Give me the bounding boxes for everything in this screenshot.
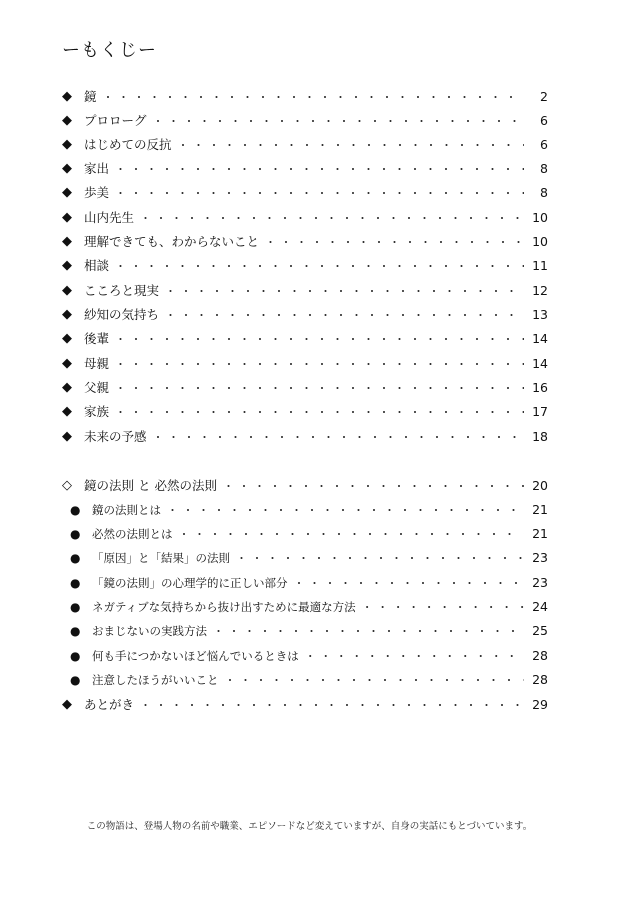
- entry-title: はじめての反抗: [84, 137, 172, 152]
- page-number: 25: [532, 623, 548, 638]
- toc-subentry[interactable]: [70, 645, 548, 667]
- dot-leader: [140, 207, 524, 230]
- dot-leader: [362, 596, 524, 619]
- page-number: 10: [532, 210, 548, 225]
- dot-leader: [103, 86, 524, 109]
- toc-entry[interactable]: [62, 158, 548, 180]
- toc-subentry[interactable]: [70, 669, 548, 691]
- entry-title: ネガティブな気持ちから抜け出すために最適な方法: [92, 600, 356, 614]
- entry-title: 注意したほうがいいこと: [92, 673, 219, 687]
- toc-entry[interactable]: [62, 110, 548, 132]
- bullet-icon: ●: [70, 624, 81, 638]
- entry-title: 理解できても、わからないこと: [84, 234, 260, 249]
- entry-title: 「鏡の法則」の心理学的に正しい部分: [92, 576, 288, 590]
- dot-leader: [115, 182, 524, 205]
- toc-entry[interactable]: [62, 255, 548, 277]
- dot-leader: [165, 280, 524, 303]
- entry-title: 後輩: [84, 331, 110, 346]
- toc-subentry[interactable]: [70, 572, 548, 594]
- dot-leader: [165, 304, 524, 327]
- toc-entry[interactable]: [62, 134, 548, 156]
- page-number: 21: [532, 502, 548, 517]
- entry-title: 山内先生: [84, 210, 135, 225]
- entry-title: 相談: [84, 258, 110, 273]
- toc-subentry[interactable]: [70, 547, 548, 569]
- page-number: 18: [532, 429, 548, 444]
- page-number: 12: [532, 283, 548, 298]
- diamond-icon: ◆: [62, 697, 72, 712]
- diamond-icon: ◆: [62, 161, 72, 176]
- toc-entry[interactable]: [62, 280, 548, 302]
- diamond-icon: ◆: [62, 234, 72, 249]
- diamond-icon: ◆: [62, 331, 72, 346]
- page-number: 21: [532, 526, 548, 541]
- dot-leader: [213, 620, 524, 643]
- page-number: 16: [532, 380, 548, 395]
- entry-title: 鏡の法則とは: [92, 503, 161, 517]
- diamond-icon: ◆: [62, 210, 72, 225]
- toc-subentry[interactable]: [70, 523, 548, 545]
- page-number: 6: [540, 113, 548, 128]
- entry-title: おまじないの実践方法: [92, 624, 207, 638]
- page-number: 11: [532, 258, 548, 273]
- page-number: 17: [532, 404, 548, 419]
- dot-leader: [305, 645, 524, 668]
- toc-section-entry[interactable]: [62, 475, 548, 497]
- diamond-icon: ◆: [62, 137, 72, 152]
- dot-leader: [236, 547, 524, 570]
- page-number: 14: [532, 331, 548, 346]
- dot-leader: [223, 475, 524, 498]
- diamond-icon: ◆: [62, 258, 72, 273]
- page-number: 8: [540, 185, 548, 200]
- diamond-icon: ◆: [62, 429, 72, 444]
- diamond-icon: ◆: [62, 283, 72, 298]
- diamond-icon: ◆: [62, 380, 72, 395]
- dot-leader: [115, 401, 524, 424]
- diamond-icon: ◆: [62, 89, 72, 104]
- toc-entry[interactable]: [62, 182, 548, 204]
- page-number: 13: [532, 307, 548, 322]
- dot-leader: [115, 377, 524, 400]
- dot-leader: [179, 523, 525, 546]
- dot-leader: [167, 499, 524, 522]
- dot-leader: [153, 426, 524, 449]
- diamond-icon: ◆: [62, 356, 72, 371]
- page-number: 28: [532, 672, 548, 687]
- diamond-icon: ◆: [62, 404, 72, 419]
- page-number: 6: [540, 137, 548, 152]
- bullet-icon: ●: [70, 673, 81, 687]
- footnote: この物語は、登場人物の名前や職業、エピソードなど変えていますが、自身の実話にもとづいています。: [86, 821, 533, 832]
- toc-entry[interactable]: [62, 328, 548, 350]
- dot-leader: [115, 158, 524, 181]
- page-number: 14: [532, 356, 548, 371]
- diamond-icon: ◆: [62, 307, 72, 322]
- toc-entry[interactable]: [62, 377, 548, 399]
- dot-leader: [153, 110, 524, 133]
- dot-leader: [115, 328, 524, 351]
- bullet-icon: ●: [70, 527, 81, 541]
- dot-leader: [115, 255, 524, 278]
- entry-title: 必然の法則とは: [92, 527, 173, 541]
- page-number: 23: [532, 575, 548, 590]
- entry-title: 「原因」と「結果」の法則: [92, 551, 230, 565]
- toc-entry[interactable]: [62, 694, 548, 716]
- dot-leader: [140, 694, 524, 717]
- entry-title: 鏡: [84, 89, 97, 104]
- page-number: 24: [532, 599, 548, 614]
- entry-title: 歩美: [84, 185, 110, 200]
- dot-leader: [178, 134, 524, 157]
- dot-leader: [115, 353, 524, 376]
- bullet-icon: ●: [70, 551, 81, 565]
- toc-title: ーもくじー: [62, 40, 157, 61]
- entry-title: 鏡の法則 と 必然の法則: [84, 478, 217, 493]
- entry-title: あとがき: [84, 697, 135, 712]
- page-number: 29: [532, 697, 548, 712]
- entry-title: プロローグ: [84, 113, 147, 128]
- page-number: 28: [532, 648, 548, 663]
- page-number: 20: [532, 478, 548, 493]
- entry-title: 家出: [84, 161, 110, 176]
- bullet-icon: ●: [70, 600, 81, 614]
- bullet-icon: ●: [70, 503, 81, 517]
- entry-title: こころと現実: [84, 283, 160, 298]
- diamond-icon: ◆: [62, 185, 72, 200]
- toc-entry[interactable]: [62, 426, 548, 448]
- toc-subentry[interactable]: [70, 499, 548, 521]
- bullet-icon: ●: [70, 576, 81, 590]
- toc-subentry[interactable]: [70, 596, 548, 618]
- page-number: 8: [540, 161, 548, 176]
- page-number: 10: [532, 234, 548, 249]
- entry-title: 何も手につかないほど悩んでいるときは: [92, 649, 299, 663]
- toc-entry[interactable]: [62, 353, 548, 375]
- toc-subentry[interactable]: [70, 620, 548, 642]
- entry-title: 紗知の気持ち: [84, 307, 160, 322]
- bullet-icon: ●: [70, 649, 81, 663]
- toc-entry[interactable]: [62, 304, 548, 326]
- diamond-icon: ◆: [62, 113, 72, 128]
- entry-title: 父親: [84, 380, 110, 395]
- entry-title: 母親: [84, 356, 110, 371]
- dot-leader: [265, 231, 524, 254]
- toc-entry[interactable]: [62, 207, 548, 229]
- diamond-outline-icon: ◇: [62, 478, 72, 493]
- dot-leader: [294, 572, 525, 595]
- entry-title: 未来の予感: [84, 429, 147, 444]
- toc-entry[interactable]: [62, 231, 548, 253]
- page-number: 2: [540, 89, 548, 104]
- toc-entry[interactable]: [62, 86, 548, 108]
- page-number: 23: [532, 550, 548, 565]
- toc-entry[interactable]: [62, 401, 548, 423]
- entry-title: 家族: [84, 404, 110, 419]
- dot-leader: [225, 669, 525, 692]
